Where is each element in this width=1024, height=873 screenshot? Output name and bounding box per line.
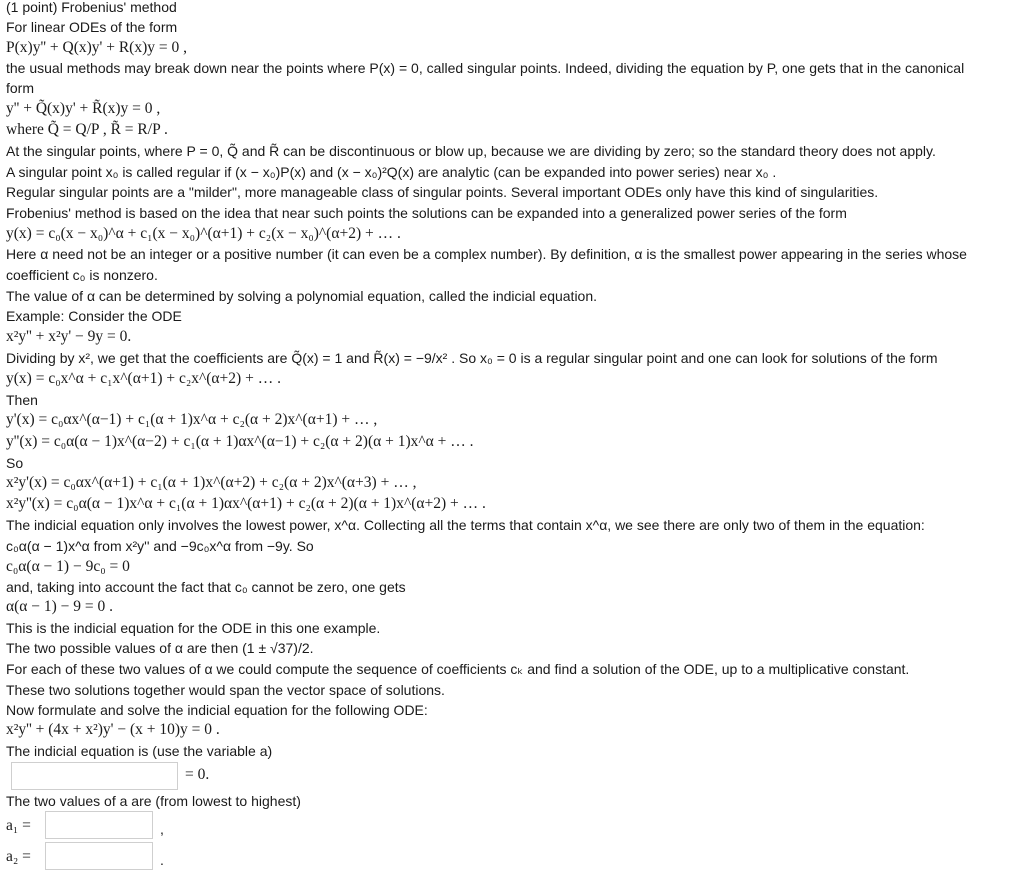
text-line: The two values of a are (from lowest to highest) — [6, 793, 301, 809]
indicial-equation-input[interactable] — [11, 762, 178, 790]
a1-label: a₁ = — [6, 817, 31, 834]
text-line: c₀α(α − 1)x^α from x²y'' and −9c₀x^α from −9y. So — [6, 538, 314, 554]
text-line: Dividing by x², we get that the coefficients are Q̃(x) = 1 and R̃(x) = −9/x² . So x₀ = 0 is a regular singular point and one can look for solutions of the form — [6, 350, 938, 366]
text-line: form — [6, 80, 34, 96]
text-line: This is the indicial equation for the ODE in this one example. — [6, 620, 381, 636]
text-line: The indicial equation only involves the lowest power, x^α. Collecting all the terms that contain x^α, we see there are only two of them in the equation: — [6, 517, 925, 533]
equals-zero-label: = 0. — [185, 766, 210, 783]
power-series-formula: y(x) = c₀(x − x₀)^α + c₁(x − x₀)^(α+1) + c₂(x − x₀)^(α+2) + … . — [6, 225, 401, 242]
example-series: y(x) = c₀x^α + c₁x^(α+1) + c₂x^(α+2) + … . — [6, 370, 281, 387]
example-heading: Example: Consider the ODE — [6, 308, 182, 324]
example-ode: x²y'' + x²y' − 9y = 0. — [6, 328, 132, 345]
text-line: So — [6, 455, 24, 471]
period-separator: . — [160, 852, 164, 868]
text-line: The value of α can be determined by solving a polynomial equation, called the indicial equation. — [6, 288, 598, 304]
problem-header: (1 point) Frobenius' method — [6, 0, 177, 15]
text-line: These two solutions together would span the vector space of solutions. — [6, 682, 445, 698]
text-line: Frobenius' method is based on the idea that near such points the solutions can be expanded into a generalized power series of the form — [6, 205, 847, 221]
a1-input[interactable] — [45, 811, 153, 839]
coefficient-equation: c₀α(α − 1) − 9c₀ = 0 — [6, 558, 130, 575]
text-line: A singular point x₀ is called regular if (x − x₀)P(x) and (x − x₀)²Q(x) are analytic (can be expanded into power series) near x₀ . — [6, 164, 777, 180]
text-line: Then — [6, 392, 38, 408]
intro-text: For linear ODEs of the form — [6, 19, 178, 35]
x2-first-derivative: x²y'(x) = c₀αx^(α+1) + c₁(α + 1)x^(α+2) + c₂(α + 2)x^(α+3) + … , — [6, 474, 417, 491]
a2-label: a₂ = — [6, 848, 31, 865]
text-line: The two possible values of α are then (1 ± √37)/2. — [6, 640, 314, 656]
x2-second-derivative: x²y''(x) = c₀α(α − 1)x^α + c₁(α + 1)αx^(α+1) + c₂(α + 2)(α + 1)x^(α+2) + … . — [6, 495, 486, 512]
text-line: Regular singular points are a "milder", more manageable class of singular points. Several important ODEs only have this kind of singularities. — [6, 184, 879, 200]
second-derivative: y''(x) = c₀α(α − 1)x^(α−2) + c₁(α + 1)αx^(α−1) + c₂(α + 2)(α + 1)x^α + … . — [6, 433, 474, 450]
text-line: For each of these two values of α we could compute the sequence of coefficients cₖ and find a solution of the ODE, up to a multiplicative constant. — [6, 661, 910, 677]
example-indicial-equation: α(α − 1) − 9 = 0 . — [6, 598, 114, 615]
text-line: Now formulate and solve the indicial equation for the following ODE: — [6, 702, 428, 718]
target-ode: x²y'' + (4x + x²)y' − (x + 10)y = 0 . — [6, 721, 220, 738]
text-line: Here α need not be an integer or a positive number (it can even be a complex number). By definition, α is the smallest power appearing in the series whose — [6, 246, 967, 262]
ode-canonical-form: y'' + Q̃(x)y' + R̃(x)y = 0 , — [6, 100, 161, 117]
text-line: and, taking into account the fact that c₀ cannot be zero, one gets — [6, 579, 406, 595]
ode-general-form: P(x)y'' + Q(x)y' + R(x)y = 0 , — [6, 39, 187, 56]
text-line: At the singular points, where P = 0, Q̃ and R̃ can be discontinuous or blow up, because we are dividing by zero; so the standard theory does not apply. — [6, 143, 936, 159]
comma-separator: , — [160, 821, 164, 837]
first-derivative: y'(x) = c₀αx^(α−1) + c₁(α + 1)x^α + c₂(α + 2)x^(α+1) + … , — [6, 411, 378, 428]
text-line: The indicial equation is (use the variable a) — [6, 743, 273, 759]
text-line: the usual methods may break down near the points where P(x) = 0, called singular points. Indeed, dividing the equation by P, one gets that in the canonical — [6, 60, 965, 76]
text-line: coefficient c₀ is nonzero. — [6, 267, 158, 283]
a2-input[interactable] — [45, 842, 153, 870]
coefficient-definition: where Q̃ = Q/P , R̃ = R/P . — [6, 121, 168, 138]
